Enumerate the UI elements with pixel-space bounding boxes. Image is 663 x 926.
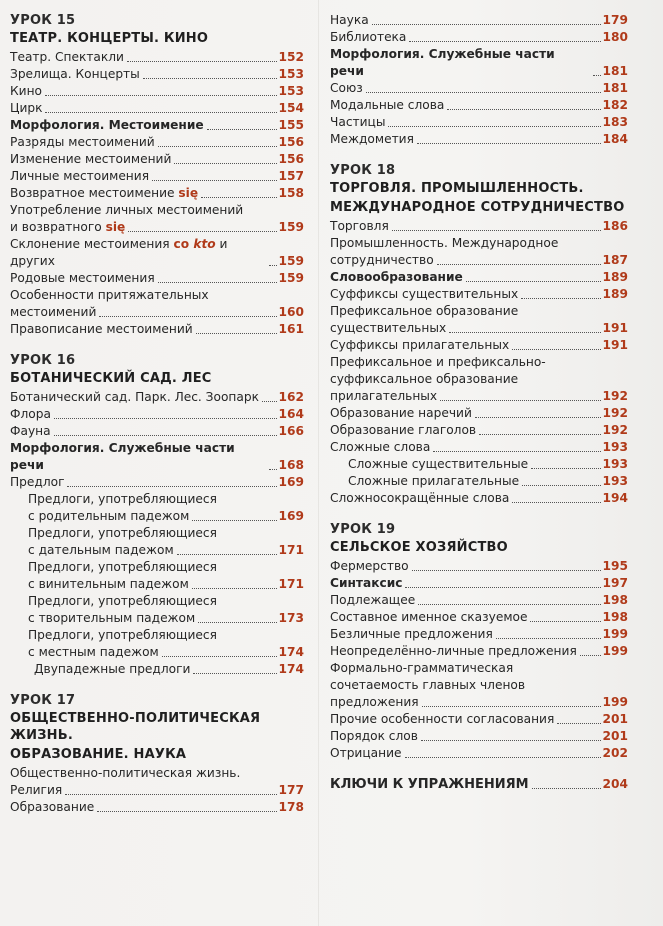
page-number: 195 — [602, 559, 628, 573]
dot-leader — [262, 401, 277, 402]
dot-leader — [201, 197, 276, 198]
entry-title: Разряды местоимений — [10, 135, 155, 149]
toc-entry[interactable] — [330, 252, 628, 269]
entry-title: Фауна — [10, 424, 51, 438]
page-number: 156 — [278, 135, 304, 149]
entry-title: Морфология. Служебные части речи — [10, 441, 235, 472]
entry-line: сочетаемость главных членов — [330, 678, 526, 692]
dot-leader — [366, 92, 601, 93]
page-number: 174 — [278, 645, 304, 659]
page-number: 177 — [278, 783, 304, 797]
toc-entry[interactable] — [330, 320, 628, 337]
toc-entry[interactable] — [330, 218, 628, 235]
entry-title: с родительным падежом — [28, 509, 190, 523]
page-number: 202 — [602, 746, 628, 760]
dot-leader — [409, 41, 600, 42]
dot-leader — [412, 570, 601, 571]
dot-leader — [158, 146, 277, 147]
entry-title: Междометия — [330, 132, 414, 146]
page-number: 194 — [602, 491, 628, 505]
toc-entry[interactable] — [10, 406, 304, 423]
entry-title: существительных — [330, 321, 447, 335]
toc-entry[interactable] — [10, 49, 304, 66]
page-number: 191 — [602, 338, 628, 352]
entry-line: Предлоги, употребляющиеся — [28, 526, 217, 540]
dot-leader — [512, 349, 600, 350]
toc-entry[interactable] — [330, 97, 628, 114]
entry-title: Образование — [10, 800, 95, 814]
entry-title: Фермерство — [330, 559, 409, 573]
toc-entry[interactable] — [330, 558, 628, 575]
section-gap — [10, 338, 304, 352]
page-number: 193 — [602, 440, 628, 454]
page-number: 166 — [278, 424, 304, 438]
toc-entry[interactable] — [10, 66, 304, 83]
page-number: 181 — [602, 64, 628, 78]
page-number: 183 — [602, 115, 628, 129]
entry-title: Склонение местоимения co kto и других — [10, 237, 228, 268]
lesson-title: ОБЩЕСТВЕННО-ПОЛИТИЧЕСКАЯ ЖИЗНЬ. — [10, 711, 261, 743]
dot-leader — [45, 95, 277, 96]
entry-title: Союз — [330, 81, 363, 95]
dot-leader — [530, 621, 600, 622]
entry-title: Религия — [10, 783, 63, 797]
dot-leader — [158, 282, 277, 283]
entry-title: Сложносокращённые слова — [330, 491, 510, 505]
toc-entry[interactable] — [10, 168, 304, 185]
dot-leader — [388, 126, 600, 127]
entry-title: сотрудничество — [330, 253, 434, 267]
page-number: 174 — [278, 662, 304, 676]
dot-leader — [192, 588, 277, 589]
dot-leader — [196, 333, 277, 334]
toc-entry[interactable] — [10, 321, 304, 338]
dot-leader — [449, 332, 600, 333]
page-number: 192 — [602, 423, 628, 437]
entry-title: Правописание местоимений — [10, 322, 193, 336]
page-number: 193 — [602, 474, 628, 488]
entry-title: местоимений — [10, 305, 97, 319]
lesson-title-line2: ОБРАЗОВАНИЕ. НАУКА — [10, 747, 187, 762]
toc-entry[interactable] — [330, 626, 628, 643]
page-number: 186 — [602, 219, 628, 233]
toc-entry[interactable] — [330, 80, 628, 97]
page-number: 162 — [278, 390, 304, 404]
page-number: 153 — [278, 67, 304, 81]
dot-leader — [269, 469, 277, 470]
dot-leader — [475, 417, 601, 418]
page-number: 160 — [278, 305, 304, 319]
entry-title: Библиотека — [330, 30, 407, 44]
dot-leader — [532, 788, 601, 789]
page-number: 184 — [602, 132, 628, 146]
entry-title: Возвратное местоимение się — [10, 186, 199, 200]
toc-entry[interactable] — [10, 610, 304, 627]
toc-column-left — [10, 12, 304, 816]
dot-leader — [405, 757, 601, 758]
dot-leader — [269, 265, 277, 266]
toc-entry[interactable] — [330, 745, 628, 762]
lesson-title: БОТАНИЧЕСКИЙ САД. ЛЕС — [10, 371, 212, 386]
toc-entry[interactable] — [10, 782, 304, 799]
entry-title: с винительным падежом — [28, 577, 189, 591]
toc-entry[interactable] — [330, 114, 628, 131]
toc-entry[interactable] — [10, 304, 304, 321]
entry-title: Словообразование — [330, 270, 463, 284]
page-number: 159 — [278, 254, 304, 268]
lesson-number: УРОК 15 — [10, 13, 76, 28]
entry-title: Подлежащее — [330, 593, 416, 607]
entry-line: суффиксальное образование — [330, 372, 519, 386]
dot-leader — [440, 400, 600, 401]
page-number: 154 — [278, 101, 304, 115]
page-number: 161 — [278, 322, 304, 336]
column-gutter — [318, 0, 319, 926]
page-number: 158 — [278, 186, 304, 200]
dot-leader — [531, 468, 600, 469]
page-number: 193 — [602, 457, 628, 471]
dot-leader — [418, 604, 600, 605]
entry-title: и возвратного się — [10, 220, 126, 234]
toc-entry[interactable] — [330, 286, 628, 303]
entry-accent: się — [105, 220, 126, 234]
page-number: 171 — [278, 543, 304, 557]
page-number: 201 — [602, 729, 628, 743]
page-number: 159 — [278, 271, 304, 285]
entry-title: прилагательных — [330, 389, 438, 403]
toc-entry[interactable] — [10, 508, 304, 525]
toc-section-heading[interactable] — [10, 440, 304, 474]
entry-title: Изменение местоимений — [10, 152, 172, 166]
toc-entry[interactable] — [330, 405, 628, 422]
toc-entry[interactable] — [330, 711, 628, 728]
dot-leader — [45, 112, 276, 113]
page-number: 181 — [602, 81, 628, 95]
toc-entry[interactable] — [330, 29, 628, 46]
dot-leader — [466, 281, 601, 282]
entry-line: Предлоги, употребляющиеся — [28, 492, 217, 506]
toc-entry[interactable] — [330, 337, 628, 354]
page-number: 198 — [602, 593, 628, 607]
dot-leader — [512, 502, 600, 503]
entry-title: Прочие особенности согласования — [330, 712, 555, 726]
dot-leader — [174, 163, 276, 164]
dot-leader — [522, 485, 600, 486]
toc-entry[interactable] — [10, 83, 304, 100]
entry-title: Составное именное сказуемое — [330, 610, 528, 624]
page-number: 192 — [602, 406, 628, 420]
lesson-title: ТЕАТР. КОНЦЕРТЫ. КИНО — [10, 31, 209, 46]
page-number: 171 — [278, 577, 304, 591]
toc-section-heading[interactable] — [330, 269, 628, 286]
dot-leader — [433, 451, 600, 452]
entry-accent: co kto — [173, 237, 216, 251]
toc-entry[interactable] — [10, 134, 304, 151]
toc-entry[interactable] — [330, 694, 628, 711]
toc-entry[interactable] — [10, 423, 304, 440]
section-gap — [330, 762, 628, 776]
entry-title: Порядок слов — [330, 729, 418, 743]
dot-leader — [372, 24, 601, 25]
toc-entry[interactable] — [10, 236, 304, 270]
page-number: 157 — [278, 169, 304, 183]
toc-entry[interactable] — [330, 422, 628, 439]
toc-entry[interactable] — [10, 542, 304, 559]
page-number: 180 — [602, 30, 628, 44]
page-number: 199 — [602, 644, 628, 658]
dot-leader — [521, 298, 600, 299]
entry-title: Торговля — [330, 219, 389, 233]
entry-title: Морфология. Местоимение — [10, 118, 204, 132]
lesson-number: УРОК 16 — [10, 353, 76, 368]
entry-title: предложения — [330, 695, 419, 709]
dot-leader — [162, 656, 277, 657]
dot-leader — [496, 638, 601, 639]
toc-section-heading[interactable] — [330, 575, 628, 592]
dot-leader — [198, 622, 276, 623]
lesson-title-line2: МЕЖДУНАРОДНОЕ СОТРУДНИЧЕСТВО — [330, 200, 625, 215]
dot-leader — [593, 75, 601, 76]
lesson-title: СЕЛЬСКОЕ ХОЗЯЙСТВО — [330, 540, 508, 555]
page-number: 189 — [602, 287, 628, 301]
page-number: 199 — [602, 695, 628, 709]
section-gap — [330, 507, 628, 521]
entry-line: Формально-грамматическая — [330, 661, 514, 675]
dot-leader — [479, 434, 600, 435]
entry-line: Предлоги, употребляющиеся — [28, 594, 217, 608]
entry-title: с дательным падежом — [28, 543, 174, 557]
page-number: 169 — [278, 475, 304, 489]
entry-title: Образование глаголов — [330, 423, 477, 437]
entry-line: Префиксальное образование — [330, 304, 519, 318]
toc-entry[interactable] — [330, 456, 628, 473]
entry-line: Особенности притяжательных — [10, 288, 209, 302]
entry-title: с местным падежом — [28, 645, 159, 659]
page-number: 178 — [278, 800, 304, 814]
toc-entry[interactable] — [330, 609, 628, 626]
entry-title: Наука — [330, 13, 369, 27]
toc-entry[interactable] — [10, 474, 304, 491]
toc-entry[interactable] — [10, 270, 304, 287]
dot-leader — [97, 811, 276, 812]
dot-leader — [447, 109, 600, 110]
entry-title: Личные местоимения — [10, 169, 150, 183]
entry-title: с творительным падежом — [28, 611, 196, 625]
dot-leader — [177, 554, 277, 555]
toc-entry[interactable] — [10, 799, 304, 816]
toc-column-right — [330, 12, 628, 793]
entry-title: Сложные существительные — [348, 457, 529, 471]
dot-leader — [143, 78, 277, 79]
entry-title: Флора — [10, 407, 51, 421]
page-number: 199 — [602, 627, 628, 641]
entry-title: Частицы — [330, 115, 386, 129]
toc-entry[interactable] — [10, 644, 304, 661]
toc-entry[interactable] — [330, 643, 628, 660]
toc-entry[interactable] — [330, 12, 628, 29]
entry-title: Синтаксис — [330, 576, 403, 590]
entry-title: Сложные слова — [330, 440, 431, 454]
entry-title: Неопределённо-личные предложения — [330, 644, 577, 658]
entry-title: Сложные прилагательные — [348, 474, 520, 488]
dot-leader — [580, 655, 601, 656]
toc-section-heading[interactable] — [330, 46, 628, 80]
page-number: 192 — [602, 389, 628, 403]
dot-leader — [128, 231, 276, 232]
dot-leader — [207, 129, 277, 130]
toc-entry[interactable] — [10, 661, 304, 678]
entry-title: Театр. Спектакли — [10, 50, 124, 64]
page-number: 168 — [278, 458, 304, 472]
page-number: 152 — [278, 50, 304, 64]
entry-line: Предлоги, употребляющиеся — [28, 628, 217, 642]
entry-title: Безличные предложения — [330, 627, 493, 641]
dot-leader — [152, 180, 277, 181]
entry-title: Зрелища. Концерты — [10, 67, 140, 81]
page-number: 153 — [278, 84, 304, 98]
page-number: 169 — [278, 509, 304, 523]
dot-leader — [192, 520, 276, 521]
dot-leader — [421, 740, 601, 741]
dot-leader — [437, 264, 601, 265]
page-number: 201 — [602, 712, 628, 726]
dot-leader — [127, 61, 277, 62]
toc-entry[interactable] — [330, 388, 628, 405]
dot-leader — [557, 723, 600, 724]
dot-leader — [405, 587, 600, 588]
toc-entry[interactable] — [10, 389, 304, 406]
dot-leader — [67, 486, 276, 487]
page-number: 164 — [278, 407, 304, 421]
dot-leader — [99, 316, 276, 317]
entry-title: КЛЮЧИ К УПРАЖНЕНИЯМ — [330, 777, 529, 792]
toc-entry[interactable] — [10, 151, 304, 168]
lesson-number: УРОК 17 — [10, 693, 76, 708]
entry-line: Предлоги, употребляющиеся — [28, 560, 217, 574]
entry-title: Ботанический сад. Парк. Лес. Зоопарк — [10, 390, 259, 404]
dot-leader — [65, 794, 276, 795]
entry-title: Отрицание — [330, 746, 402, 760]
toc-entry[interactable] — [10, 185, 304, 202]
entry-line: Употребление личных местоимений — [10, 203, 244, 217]
entry-title: Морфология. Служебные части речи — [330, 47, 555, 78]
page-number: 179 — [602, 13, 628, 27]
section-gap — [330, 148, 628, 162]
page-number: 204 — [602, 777, 628, 791]
entry-accent: się — [178, 186, 199, 200]
dot-leader — [54, 418, 277, 419]
entry-title: Суффиксы существительных — [330, 287, 519, 301]
toc-entry[interactable] — [10, 219, 304, 236]
entry-title: Образование наречий — [330, 406, 472, 420]
lesson-title: ТОРГОВЛЯ. ПРОМЫШЛЕННОСТЬ. — [330, 181, 584, 196]
entry-title: Двупадежные предлоги — [34, 662, 191, 676]
entry-title: Суффиксы прилагательных — [330, 338, 510, 352]
entry-line: Промышленность. Международное — [330, 236, 559, 250]
lesson-number: УРОК 18 — [330, 163, 396, 178]
section-gap — [10, 678, 304, 692]
entry-title: Цирк — [10, 101, 43, 115]
toc-entry[interactable] — [330, 439, 628, 456]
toc-entry[interactable] — [10, 100, 304, 117]
dot-leader — [422, 706, 601, 707]
page-number: 197 — [602, 576, 628, 590]
dot-leader — [193, 673, 276, 674]
toc-entry[interactable] — [330, 728, 628, 745]
toc-final-entry[interactable] — [330, 776, 628, 793]
toc-entry[interactable] — [330, 131, 628, 148]
page-number: 198 — [602, 610, 628, 624]
page-number: 173 — [278, 611, 304, 625]
lesson-number: УРОК 19 — [330, 522, 396, 537]
entry-title: Родовые местоимения — [10, 271, 155, 285]
toc-entry[interactable] — [330, 490, 628, 507]
entry-line: Префиксальное и префиксально- — [330, 355, 546, 369]
toc-entry[interactable] — [330, 473, 628, 490]
page-number: 189 — [602, 270, 628, 284]
toc-entry[interactable] — [10, 576, 304, 593]
dot-leader — [417, 143, 601, 144]
toc-section-heading[interactable] — [10, 117, 304, 134]
page-number: 159 — [278, 220, 304, 234]
page-number: 182 — [602, 98, 628, 112]
page-number: 191 — [602, 321, 628, 335]
entry-title: Модальные слова — [330, 98, 445, 112]
toc-entry[interactable] — [330, 592, 628, 609]
page-number: 156 — [278, 152, 304, 166]
dot-leader — [392, 230, 601, 231]
page-number: 187 — [602, 253, 628, 267]
page-number: 155 — [278, 118, 304, 132]
entry-title: Предлог — [10, 475, 65, 489]
entry-title: Кино — [10, 84, 42, 98]
entry-line: Общественно-политическая жизнь. — [10, 766, 241, 780]
dot-leader — [54, 435, 277, 436]
